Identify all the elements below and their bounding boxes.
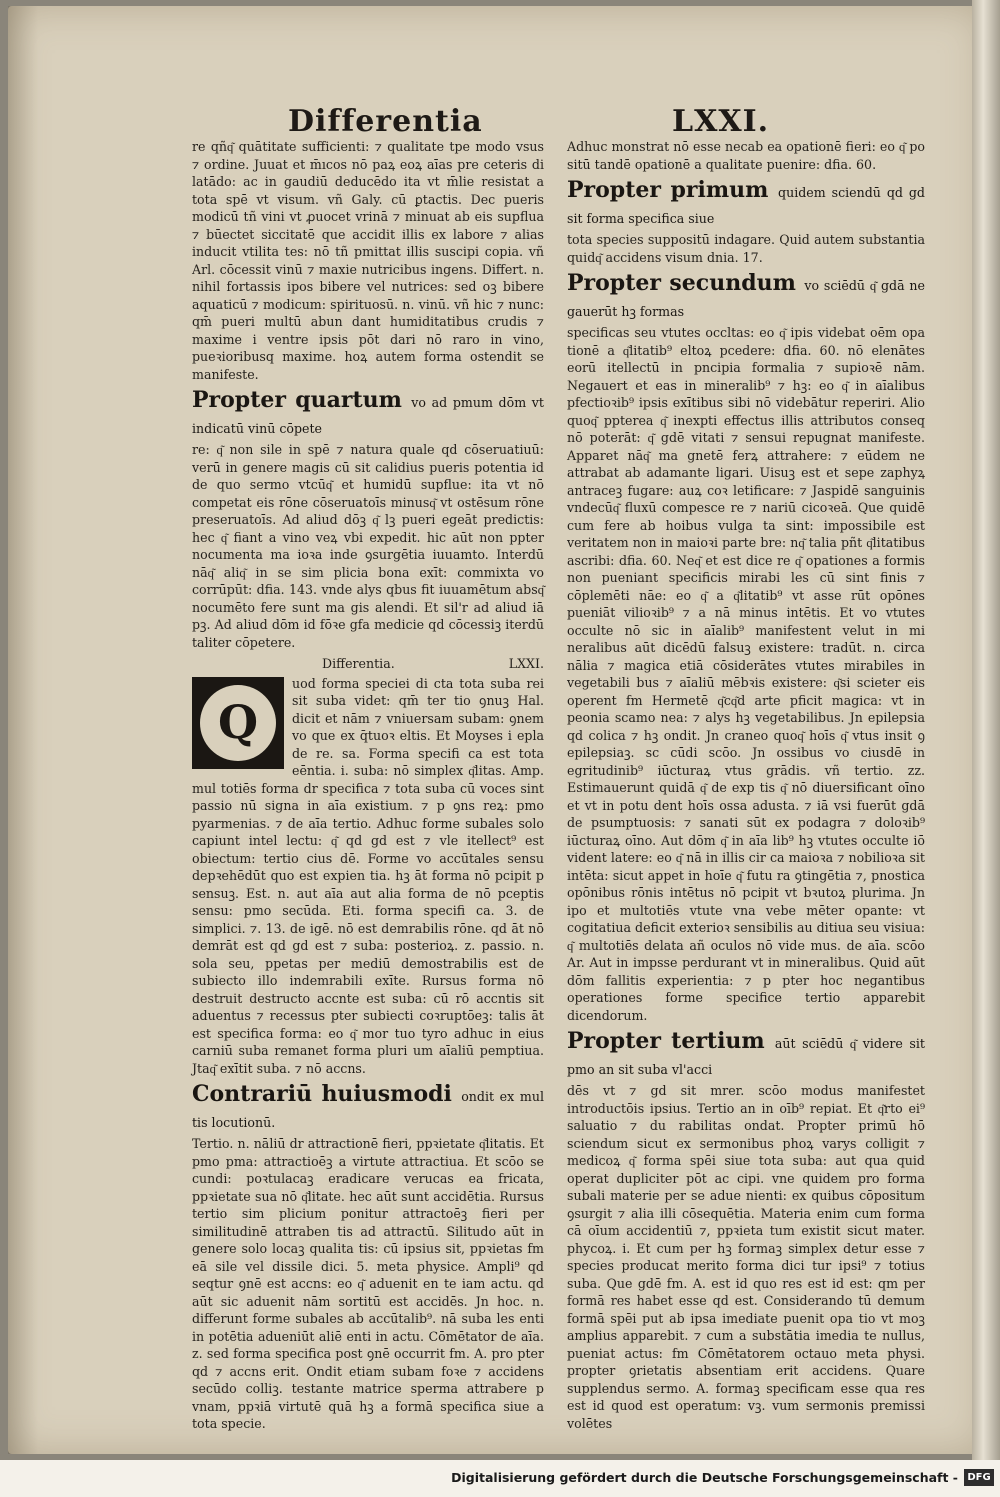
heading-propter-secundum-title: Propter secundum — [567, 270, 796, 296]
left-paragraph-4: Tertio. n. nāliū dr attractionē fieri, ppꝛietate q͂litatis. Et pmo pma: attractioēꝫ a virtute attractiua. Et scōo se cundi: poꝛtulacaꝫ eradicare verucas ea fricata, ppꝛietate sua nō q͂litate. hec aūt sunt accidētia. Rursus tertio sim plicium ponitur attractoēꝫ fieri per similitudinē attraben tis ad attractū. Silitudo aūt in genere solo locaꝫ qualita tis: cū ipsius sit, ppꝛietas fm eā sile vel dissile dici. 5. meta physice. Ampli⁹ qd seqtur ꝯnē est accns: eo q͂ aduenit en te iam actu. qd aūt sic aduenit nām sortitū est accidēs. Jn hoc. n. differunt forme subales ab accūtalib⁹. nā suba les enti in potētia adueniūt aliē enti in actu. Cōmētator de aīa. z. sed forma specifica post ꝯnē occurrit fm. A. pro pter qd ⁊ accns erit. Ondit etiam subam foꝛe ⁊ accidens secūdo colliꝫ. testante matrice sperma attrabere p vnam, ppꝛiā virtutē quā hꝫ a formā specifica siue a tota specie. — [192, 1136, 544, 1431]
dfg-logo-icon: DFG — [964, 1469, 994, 1486]
heading-propter-primum-title: Propter primum — [567, 177, 769, 203]
heading-propter-primum-sub: quidem sciendū qd gd sit forma specifica siue — [567, 185, 925, 226]
left-paragraph-2: re: q͂ non sile in spē ⁊ natura quale qd cōseruatiuū: verū in genere magis cū sit calidius pueris potentia id de quo sermo vtcūq͂ et humidū supflue: ita vt nō competat eis rōne cōseruatoīs minusq͂ vt ostēsum rōne preseruatoīs. Ad aliud dōꝫ q͂ lꝫ pueri egeāt predictis: hec q͂ fiant a vino veꝝ vbi expedit. hic aūt non ppter nocumenta ma ioꝛa inde ꝯsurgētia iuuamto. Interdū nāq͂ aliq͂ in se sim plicia bona exīt: commixta vo corrūpūt: dfia. 143. vnde alys qbus fit iuuamētum absq͂ nocumēto fere sunt ma gis alendi. Et sil'r ad aliud iā pꝫ. Ad aliud dōm id fōꝛe gfa medicie qd cōcessiꝫ iterdū taliter cōpetere. — [192, 442, 544, 650]
heading-propter-tertium-sub: aūt sciēdū q͂ videre sit pmo an sit suba vl'acci — [567, 1036, 925, 1077]
right-paragraph-2: tota species suppositū indagare. Quid autem substantia quidq͂ accidens visum dnia. 17. — [567, 232, 925, 265]
decorated-initial-icon — [192, 677, 284, 769]
heading-contrarium-title: Contrariū huiusmodi — [192, 1081, 452, 1107]
heading-propter-quartum — [192, 387, 544, 439]
heading-propter-secundum — [567, 270, 925, 322]
right-paragraph-4: dēs vt ⁊ gd sit mrer. scōo modus manifestet introductōis ipsius. Tertio an in oīb⁹ repiat. Et q͂rto ei⁹ saluatio ⁊ du rabilitas ondat. Propter primū hō sciendum sicut ex sermonibus phoꝝ varys colligit ⁊ medicoꝝ q͂ forma spēi siue tota suba: aut qua quid operat dupliciter pōt ac cipi. vne quidem pro forma subali materie per se adue nienti: ex quibus cōpositum ꝯsurgit ⁊ alia illi cōsequētia. Materia enim cum forma cā oīum accidentiū ⁊, ppꝛieta tum existit sicut mater. phycoꝝ. i. Et cum per hꝫ formaꝫ simplex detur esse ⁊ species producat merito forma dici tur ipsi⁹ ⁊ totius suba. Que gdē fm. A. est id quo res est id est: qm per formā res habet esse qd est. Considerando tū demum formā spēi put ab ipsa imediate puenit opa tio vt moꝫ amplius apparebit. ⁊ cum a substātia imedia te nullus, pueniat actus: fm Cōmētatorem octauo meta physi. propter ꝯrietatis absentiam erit accidens. Quare supplendus sermo. A. formaꝫ specificam esse qua res est id quod est operatum: vꝫ. vum sermonis premissi volētes — [567, 1083, 925, 1431]
differentia-label: Differentia. — [322, 656, 395, 671]
heading-propter-tertium — [567, 1028, 925, 1080]
running-head-left: Differentia — [288, 104, 483, 139]
differentia-label-line — [192, 655, 544, 673]
right-text-column — [567, 138, 925, 1431]
heading-contrarium — [192, 1081, 544, 1133]
right-paragraph-1: Adhuc monstrat nō esse necab ea opationē fieri: eo q͂ po sitū tandē opationē a qualitate puenire: dfia. 60. — [567, 139, 925, 172]
heading-contrarium-sub: ondit ex mul tis locutionū. — [192, 1089, 544, 1130]
footer-bar — [0, 1460, 1000, 1497]
heading-propter-secundum-sub: vo sciēdū q͂ gdā ne gauerūt hꝫ formas — [567, 278, 925, 319]
page-edge — [972, 0, 1000, 1460]
heading-propter-quartum-title: Propter quartum — [192, 387, 402, 413]
left-paragraph-1: re qñq͂ quātitate sufficienti: ⁊ qualitate tpe modo vsus ⁊ ordine. Juuat et m̄ıcos nō paꝝ eoꝝ aīas pre ceteris di latādo: ac in gaudiū deducēdo ita vt m̄lie resistat a tota spē vt visum. vñ Galy. cū ꝑtactis. Dec pueris modicū tñ vini vt ꝓuocet vrinā ⁊ minuat ab eis supflua ⁊ būectet siccitatē que accidit illis ex labore ⁊ alias inducit vtilita tes: nō tñ pmittat illis suscipi copia. vñ Arl. cōcessit vinū ⁊ maxie nutricibus ingens. Differt. n. nihil fortassis ipos bibere vel nutrices: sed oꝫ bibere aquaticū ⁊ modicum: spirituosū. n. vinū. vñ hic ⁊ nunc: qm̄ pueri multū abun dant humiditatibus crudis ⁊ maxime i ventre ipsis pōt dari nō raro in vino, pueꝛioribusq maxime. hoꝝ autem forma ostendit se manifeste. — [192, 139, 544, 382]
heading-propter-primum — [567, 177, 925, 229]
left-paragraph-3: uod forma speciei di cta tota suba rei sit suba videt: qm̄ ter tio ꝯnuꝫ Hal. dicit et nām ⁊ vniuersam subam: ꝯnem vo que ex q̄tuoꝛ eltis. Et Moyses i epla de re. sa. Forma specifi ca est tota eēntia. i. suba: nō simplex q͂litas. Amp. mul totiēs forma dr specifica ⁊ tota suba cū voces sint passio nū signa in aīa existium. ⁊ p ꝯns reꝝ: pmo pyarmenias. ⁊ de aīa tertio. Adhuc forme subales solo capiunt intel lectu: q͂ qd gd est ⁊ vle itellect⁹ est obiectum: tertio cius dē. Forme vo accūtales sensu depꝛehēdūt quo est expien tia. hꝫ āt forma nō pcipit p sensuꝫ. Est. n. aut aīa aut alia forma de nō pceptis sensu: pmo secūda. Eti. forma specifi ca. 3. de simplici. ⁊. 13. de igē. nō est demrabilis rōne. qd āt nō demrāt est qd gd est ⁊ suba: posterioꝝ. z. passio. n. sola seu, ppetas per mediū demostrabilis est de subiecto illo indemrabili exīte. Rursus forma nō destruit destructo accnte est suba: cū rō accntis sit aduentus ⁊ recessus pter subiecti coꝛruptōeꝫ: talis āt est specifica forma: eo q͂ mor tuo tyro adhuc in eius carniū suba remanet forma pluri um aīaliū pemptiua. Jtaq͂ exītit suba. ⁊ nō accns. — [192, 675, 544, 1076]
heading-propter-tertium-title: Propter tertium — [567, 1028, 765, 1054]
footer-funding-text: Digitalisierung gefördert durch die Deutsche Forschungsgemeinschaft - — [451, 1470, 958, 1485]
running-head-right: LXXI. — [672, 104, 770, 139]
page-gutter-shadow — [8, 6, 38, 1454]
differentia-number: LXXI. — [508, 656, 544, 671]
initial-letter: Q — [200, 685, 276, 761]
heading-propter-quartum-sub: vo ad pmum dōm vt indicatū vinū cōpete — [192, 395, 544, 436]
left-text-column — [192, 138, 544, 1431]
decorated-initial-block — [192, 675, 544, 1078]
right-paragraph-3: specificas seu vtutes occltas: eo q͂ ipis videbat oēm opa tionē a q͂litatib⁹ eltoꝝ pcedere: dfia. 60. nō elenātes eorū itellectū in pncipia formalia ⁊ supioꝛē nām. Negauert et eas in mineralib⁹ ⁊ hꝫ: eo q͂ in aīalibus pfectioꝛib⁹ ipsis exītibus sibi nō videbātur reperiri. Alio quoq͂ ppterea q͂ inexpti effectus illis attributos conseq nō poterāt: q͂ gdē vitati ⁊ sensui repugnat manifeste. Apparet nāq͂ ma gnetē ferꝝ attrahere: ⁊ eūdem ne attrabat ab adamante ligari. Uisuꝫ est et sepe zaphyꝝ antraceꝫ fugare: auꝝ coꝛ letificare: ⁊ Jaspidē sanguinis vndecūq͂ fluxū compesce re ⁊ nariū cicoꝛeā. Que quidē cum fere ab hoibus vulga ta sint: impossibile est veritatem non in maioꝛi parte bre: nq͂ talia pñt q͂litatibus ascribi: dfia. 60. Neq͂ et est dice re q͂ opationes a formis non pueniant specificis mirabi les cū sint finis ⁊ cōplemēti nāe: eo q͂ a q͂litatib⁹ vt asse rūt opōnes pueniāt vilioꝛib⁹ ⁊ a nā minus intētis. Et vo vtutes occulte nō sic in aīalib⁹ manifestent velut in mi neralibus aūt dicēdū falsuꝫ existere: tradūt. n. circa nālia ⁊ magica etiā cōsiderātes vtutes mirabiles in vegetabili bus ⁊ aīaliū mēbꝛis existere: q͂si scieter eis operent fm Hermetē q͂cq͂d arte pficit magica: vt in peonia scamo nea: ⁊ alys hꝫ vegetabilibus. Jn epilepsia qd colica ⁊ hꝫ ondit. Jn craneo quoq͂ hoīs q͂ vtus insit ꝯ epilepsiaꝫ. sc cūdi scōo. Jn ossibus vo ciusdē in egritudinib⁹ iūcturaꝝ vtus grādis. vñ tertio. zz. Estimauerunt quidā q͂ de exp tis q͂ nō diuersificant oīno et vt in potu dent hoīs ossa adusta. ⁊ iā vsi fuerūt gdā de psumptuosis: ⁊ sanati sūt ex podagra ⁊ doloꝛib⁹ iūcturaꝝ oīno. Aut dōm q͂ in aīa lib⁹ hꝫ vtutes occulte iō vident latere: eo q͂ nā in illis cir ca maioꝛa ⁊ nobilioꝛa sit intēta: sicut appet in hoīe q͂ futu ra ꝯtingētia ⁊, pnostica opōnibus rōnis intētus nō pcipit vt bꝛutoꝝ plurima. Jn ipo et multotiēs vtute vna vebe mēter opante: vt cogitatiua deficit exterioꝛ sensibilis au ditiua seu visiua: q͂ multotiēs delata añ oculos nō vide mus. de aīa. scōo Ar. Aut in impsse perdurant vt in mineralibus. Quid aūt dōm fallitis experientia: ⁊ p pter hoc negantibus operationes forme specifice tertio apparebit dicendorum. — [567, 325, 925, 1023]
